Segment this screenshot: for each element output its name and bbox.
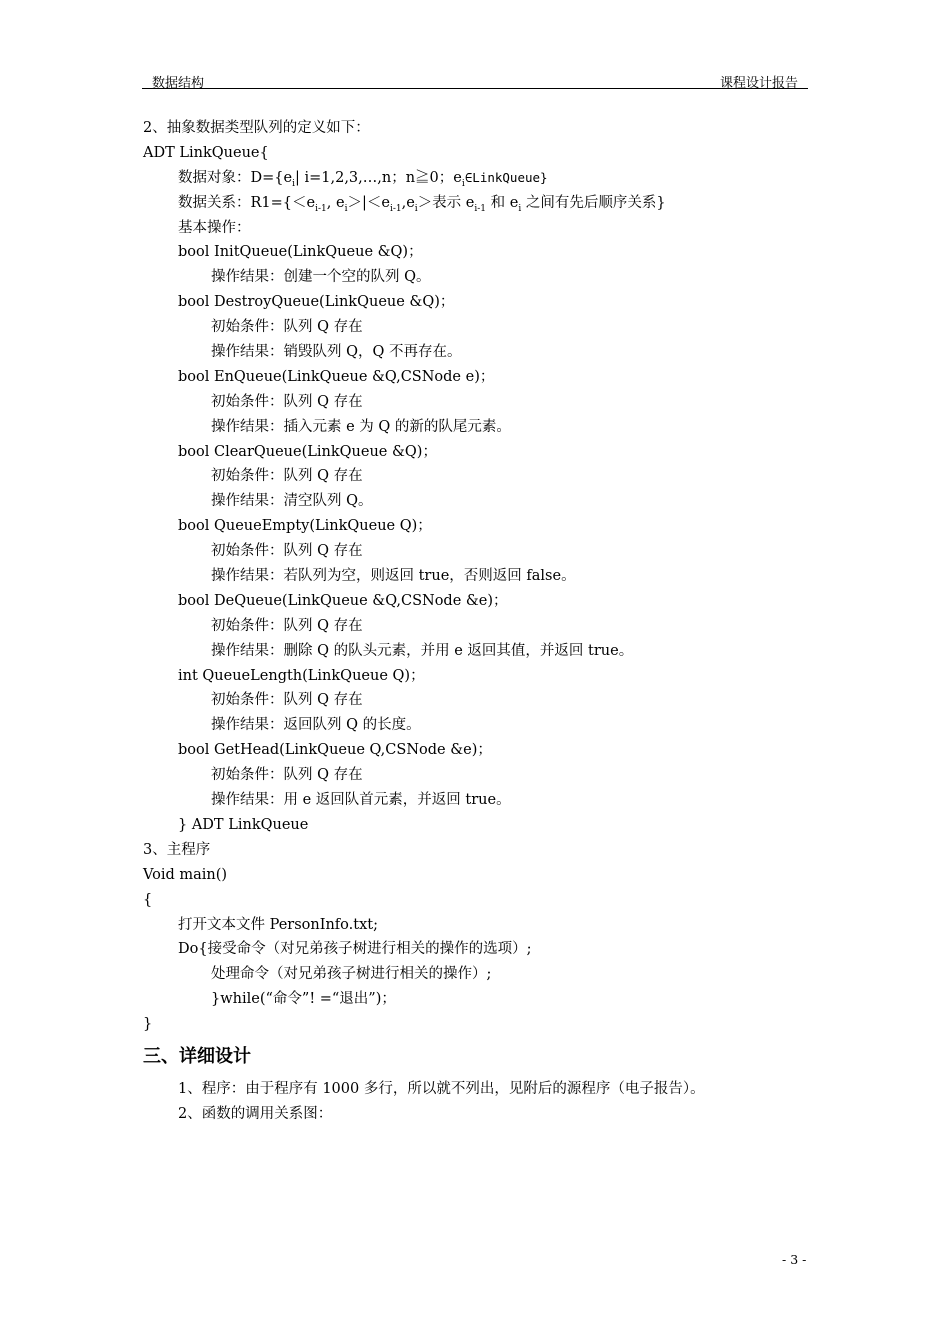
op-precondition: 初始条件：队列 Q 存在 [211, 468, 363, 485]
subscript: i [414, 203, 418, 214]
subscript: i-1 [315, 203, 327, 214]
op-signature: bool DeQueue(LinkQueue &Q,CSNode &e)； [178, 592, 508, 609]
adt-close: } ADT LinkQueue [178, 816, 309, 833]
subscript: i [461, 178, 465, 189]
adt-open: ADT LinkQueue{ [143, 144, 269, 161]
section-2-title: 2、抽象数据类型队列的定义如下： [143, 120, 370, 136]
op-signature: bool InitQueue(LinkQueue &Q)； [178, 244, 423, 261]
op-signature: bool GetHead(LinkQueue Q,CSNode &e)； [178, 742, 492, 759]
basic-ops-label: 基本操作： [178, 219, 251, 236]
data-object-line [143, 166, 813, 191]
op-result: 操作结果：清空队列 Q。 [211, 493, 373, 510]
page-content [143, 116, 813, 1127]
subscript: i [292, 178, 295, 189]
subscript: i-1 [389, 203, 402, 214]
code-line: Void main() [143, 866, 228, 883]
op-signature: bool QueueEmpty(LinkQueue Q)； [178, 518, 432, 535]
op-signature: bool ClearQueue(LinkQueue &Q)； [178, 443, 437, 460]
code-line: 处理命令（对兄弟孩子树进行相关的操作）; [211, 966, 492, 983]
header-left: 数据结构 [152, 76, 205, 91]
subscript: i [344, 203, 348, 214]
subscript: i-1 [474, 203, 487, 214]
op-result: 操作结果：创建一个空的队列 Q。 [211, 269, 431, 286]
op-result: 操作结果：用 e 返回队首元素，并返回 true。 [211, 792, 511, 809]
op-precondition: 初始条件：队列 Q 存在 [211, 319, 363, 336]
op-precondition: 初始条件：队列 Q 存在 [211, 393, 363, 410]
relation-text: , e [326, 194, 345, 211]
code-line: { [143, 891, 153, 908]
op-result: 操作结果：若队列为空，则返回 true，否则返回 false。 [211, 568, 576, 585]
op-signature: bool DestroyQueue(LinkQueue &Q)； [178, 294, 455, 311]
relation-text: 和 e [486, 194, 519, 211]
relation-text: 数据关系：R1={＜e [178, 194, 316, 211]
subscript: i [518, 203, 522, 214]
detail-paragraph-1: 1、程序：由于程序有 1000 多行，所以就不列出，见附后的源程序（电子报告）。 [178, 1080, 705, 1097]
op-precondition: 初始条件：队列 Q 存在 [211, 617, 363, 634]
op-result: 操作结果：插入元素 e 为 Q 的新的队尾元素。 [211, 418, 511, 435]
data-relation-line [143, 191, 813, 216]
op-precondition: 初始条件：队列 Q 存在 [211, 543, 363, 560]
op-signature: bool EnQueue(LinkQueue &Q,CSNode e)； [178, 368, 495, 385]
section-3-title: 3、主程序 [143, 841, 211, 858]
op-result: 操作结果：删除 Q 的队头元素，并用 e 返回其值，并返回 true。 [211, 642, 634, 659]
data-object-text: ∈LinkQueue} [464, 169, 548, 185]
code-line: } [143, 1016, 153, 1033]
data-object-text: | i=1,2,3,…,n；n≧0；e [294, 169, 462, 186]
op-result: 操作结果：销毁队列 Q，Q 不再存在。 [211, 344, 462, 361]
code-line: Do{接受命令（对兄弟孩子树进行相关的操作的选项）; [178, 941, 532, 958]
op-precondition: 初始条件：队列 Q 存在 [211, 692, 363, 709]
op-signature: int QueueLength(LinkQueue Q)； [178, 667, 425, 684]
data-object-text: 数据对象：D={e [178, 169, 293, 186]
page-number: - 3 - [782, 1252, 807, 1267]
detail-paragraph-2: 2、函数的调用关系图： [178, 1105, 333, 1122]
detail-design-heading: 三、详细设计 [143, 1045, 251, 1067]
op-precondition: 初始条件：队列 Q 存在 [211, 767, 363, 784]
relation-text: 之间有先后顺序关系} [521, 194, 666, 211]
code-line: 打开文本文件 PersonInfo.txt; [178, 916, 378, 933]
op-result: 操作结果：返回队列 Q 的长度。 [211, 717, 421, 734]
relation-text: ＞|＜e [347, 194, 390, 211]
page-header [142, 70, 808, 89]
header-right: 课程设计报告 [719, 76, 798, 91]
relation-text: ＞表示 e [417, 194, 475, 211]
code-line: }while(“命令”! =“退出”)； [211, 991, 396, 1008]
relation-text: ,e [401, 194, 415, 211]
